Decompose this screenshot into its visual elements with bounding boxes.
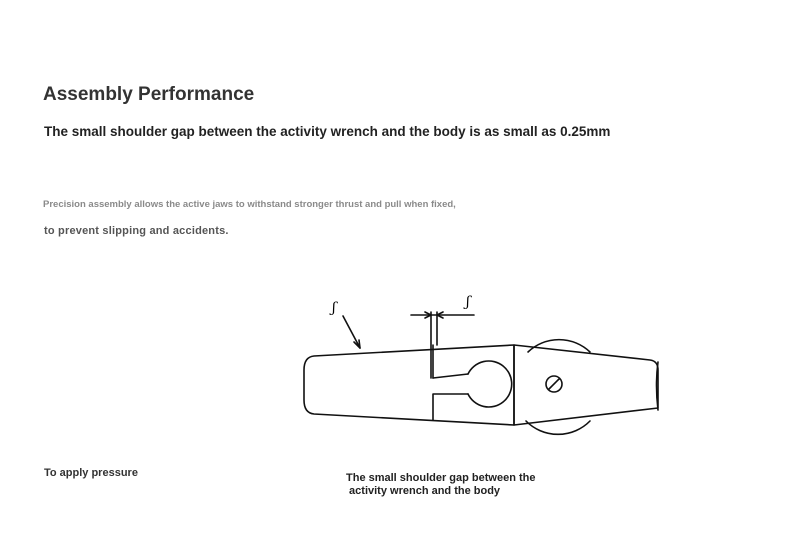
activity-jaw	[304, 345, 514, 425]
leader-line	[343, 316, 360, 348]
body-handle	[514, 345, 658, 425]
diagram-caption-line-2: activity wrench and the body	[346, 485, 501, 497]
page-title: Assembly Performance	[43, 84, 255, 105]
jaw-slot-top	[433, 374, 468, 378]
jaw-slot-bottom	[433, 394, 468, 420]
diagram-caption-line-1: The small shoulder gap between the	[346, 472, 536, 484]
description-line-1: Precision assembly allows the active jaws to withstand stronger thrust and pull when fixed,	[43, 199, 456, 210]
slot-circle	[468, 361, 512, 407]
page-subtitle: The small shoulder gap between the activity wrench and the body is as small as 0.25mm	[44, 124, 611, 139]
description-line-2: to prevent slipping and accidents.	[44, 225, 229, 237]
callout-left-symbol: ʃ	[332, 300, 336, 316]
screw-slot	[549, 379, 559, 389]
callout-right-symbol: ʃ	[466, 294, 470, 310]
apply-pressure-label: To apply pressure	[44, 467, 138, 479]
